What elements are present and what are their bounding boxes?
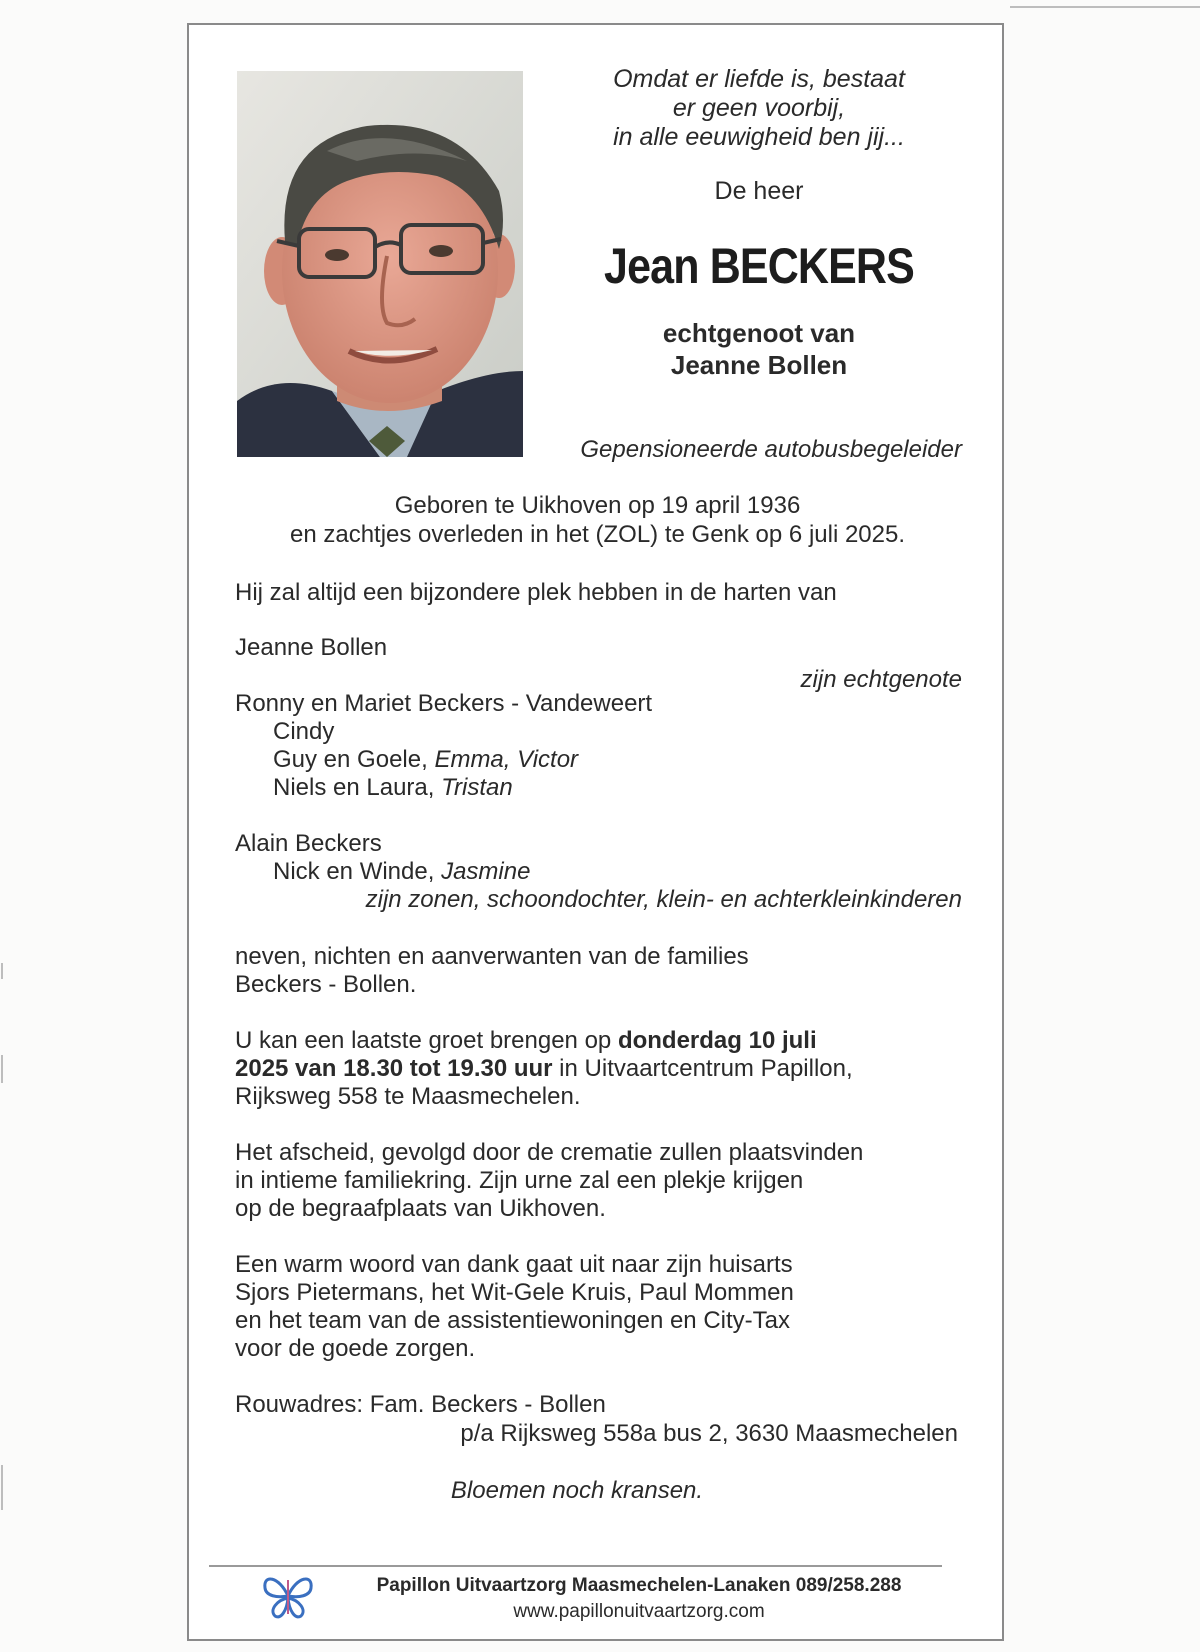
spouse-name: Jeanne Bollen xyxy=(670,350,848,380)
address-line: p/a Rijksweg 558a bus 2, 3630 Maasmechelen xyxy=(460,1420,958,1447)
visit-pre: U kan een laatste groet brengen op xyxy=(235,1027,618,1054)
obituary-card xyxy=(187,23,1004,1641)
grandchild-4-kids: Jasmine xyxy=(441,858,531,885)
verse xyxy=(539,65,979,152)
farewell-3: op de begraafplaats van Uikhoven. xyxy=(235,1195,606,1222)
grandchild-2-names: Guy en Goele, xyxy=(273,746,428,773)
farewell-1: Het afscheid, gevolgd door de crematie zullen plaatsvinden xyxy=(235,1139,864,1166)
spouse-intro: echtgenoot van xyxy=(662,318,856,348)
scan-edge-left-3 xyxy=(1,1465,3,1510)
family-relatives-1: neven, nichten en aanverwanten van de families xyxy=(235,943,749,970)
thanks-2: Sjors Pietermans, het Wit-Gele Kruis, Paul Mommen xyxy=(235,1279,794,1306)
grandchild-2-kids: Emma, Victor xyxy=(434,746,579,773)
farewell-2: in intieme familiekring. Zijn urne zal een plekje krijgen xyxy=(235,1167,804,1194)
scan-edge-left-1 xyxy=(1,963,3,979)
family-children-role: zijn zonen, schoondochter, klein- en achterkleinkinderen xyxy=(365,886,962,913)
portrait-illustration xyxy=(237,71,523,457)
scan-edge-left-2 xyxy=(1,1055,3,1083)
death-line: en zachtjes overleden in het (ZOL) te Genk op 6 juli 2025. xyxy=(289,521,906,548)
thanks-3: en het team van de assistentiewoningen en City-Tax xyxy=(235,1307,790,1334)
butterfly-icon xyxy=(259,1570,317,1622)
family-wife: Jeanne Bollen xyxy=(235,634,388,661)
profession: Gepensioneerde autobusbegeleider xyxy=(580,436,962,463)
address-label: Rouwadres: Fam. Beckers - Bollen xyxy=(235,1391,606,1418)
visit-line-3: Rijksweg 558 te Maasmechelen. xyxy=(235,1083,581,1110)
portrait-photo xyxy=(237,71,523,457)
family-grandchild-2 xyxy=(273,745,578,774)
verse-line-3: in alle eeuwigheid ben jij... xyxy=(613,123,905,151)
verse-line-2: er geen voorbij, xyxy=(672,94,846,122)
verse-line-1: Omdat er liefde is, bestaat xyxy=(613,65,905,93)
footer-company: Papillon Uitvaartzorg Maasmechelen-Lanaken 089/258.288 xyxy=(376,1575,902,1596)
scan-edge-top xyxy=(1010,6,1200,8)
thanks-1: Een warm woord van dank gaat uit naar zijn huisarts xyxy=(235,1251,793,1278)
family-grandchild-4 xyxy=(273,857,530,886)
family-son2: Alain Beckers xyxy=(235,830,382,857)
salutation: De heer xyxy=(714,177,804,205)
family-son1: Ronny en Mariet Beckers - Vandeweert xyxy=(235,690,653,717)
intro-line: Hij zal altijd een bijzondere plek hebben in de harten van xyxy=(235,579,837,606)
family-grandchild-1: Cindy xyxy=(273,718,335,745)
visit-post: in Uitvaartcentrum Papillon, xyxy=(552,1055,853,1082)
thanks-4: voor de goede zorgen. xyxy=(235,1335,476,1362)
visit-line-1 xyxy=(235,1026,817,1055)
deceased-name: Jean BECKERS xyxy=(604,238,914,294)
visit-date: donderdag 10 juli xyxy=(617,1027,817,1054)
grandchild-4-names: Nick en Winde, xyxy=(273,858,435,885)
footer xyxy=(339,1573,939,1625)
family-relatives-2: Beckers - Bollen. xyxy=(235,971,417,998)
grandchild-3-kids: Tristan xyxy=(441,774,513,801)
grandchild-3-names: Niels en Laura, xyxy=(273,774,435,801)
family-grandchild-3 xyxy=(273,773,513,802)
spouse-block xyxy=(539,317,979,381)
visit-line-2 xyxy=(235,1054,853,1083)
visit-time: 2025 van 18.30 tot 19.30 uur xyxy=(235,1055,553,1082)
flowers-note: Bloemen noch kransen. xyxy=(450,1477,704,1504)
family-wife-role: zijn echtgenote xyxy=(800,666,962,693)
name-wrap xyxy=(509,237,1009,295)
footer-website[interactable]: www.papillonuitvaartzorg.com xyxy=(513,1601,765,1622)
birth-line: Geboren te Uikhoven op 19 april 1936 xyxy=(394,492,801,519)
footer-divider xyxy=(209,1565,942,1567)
